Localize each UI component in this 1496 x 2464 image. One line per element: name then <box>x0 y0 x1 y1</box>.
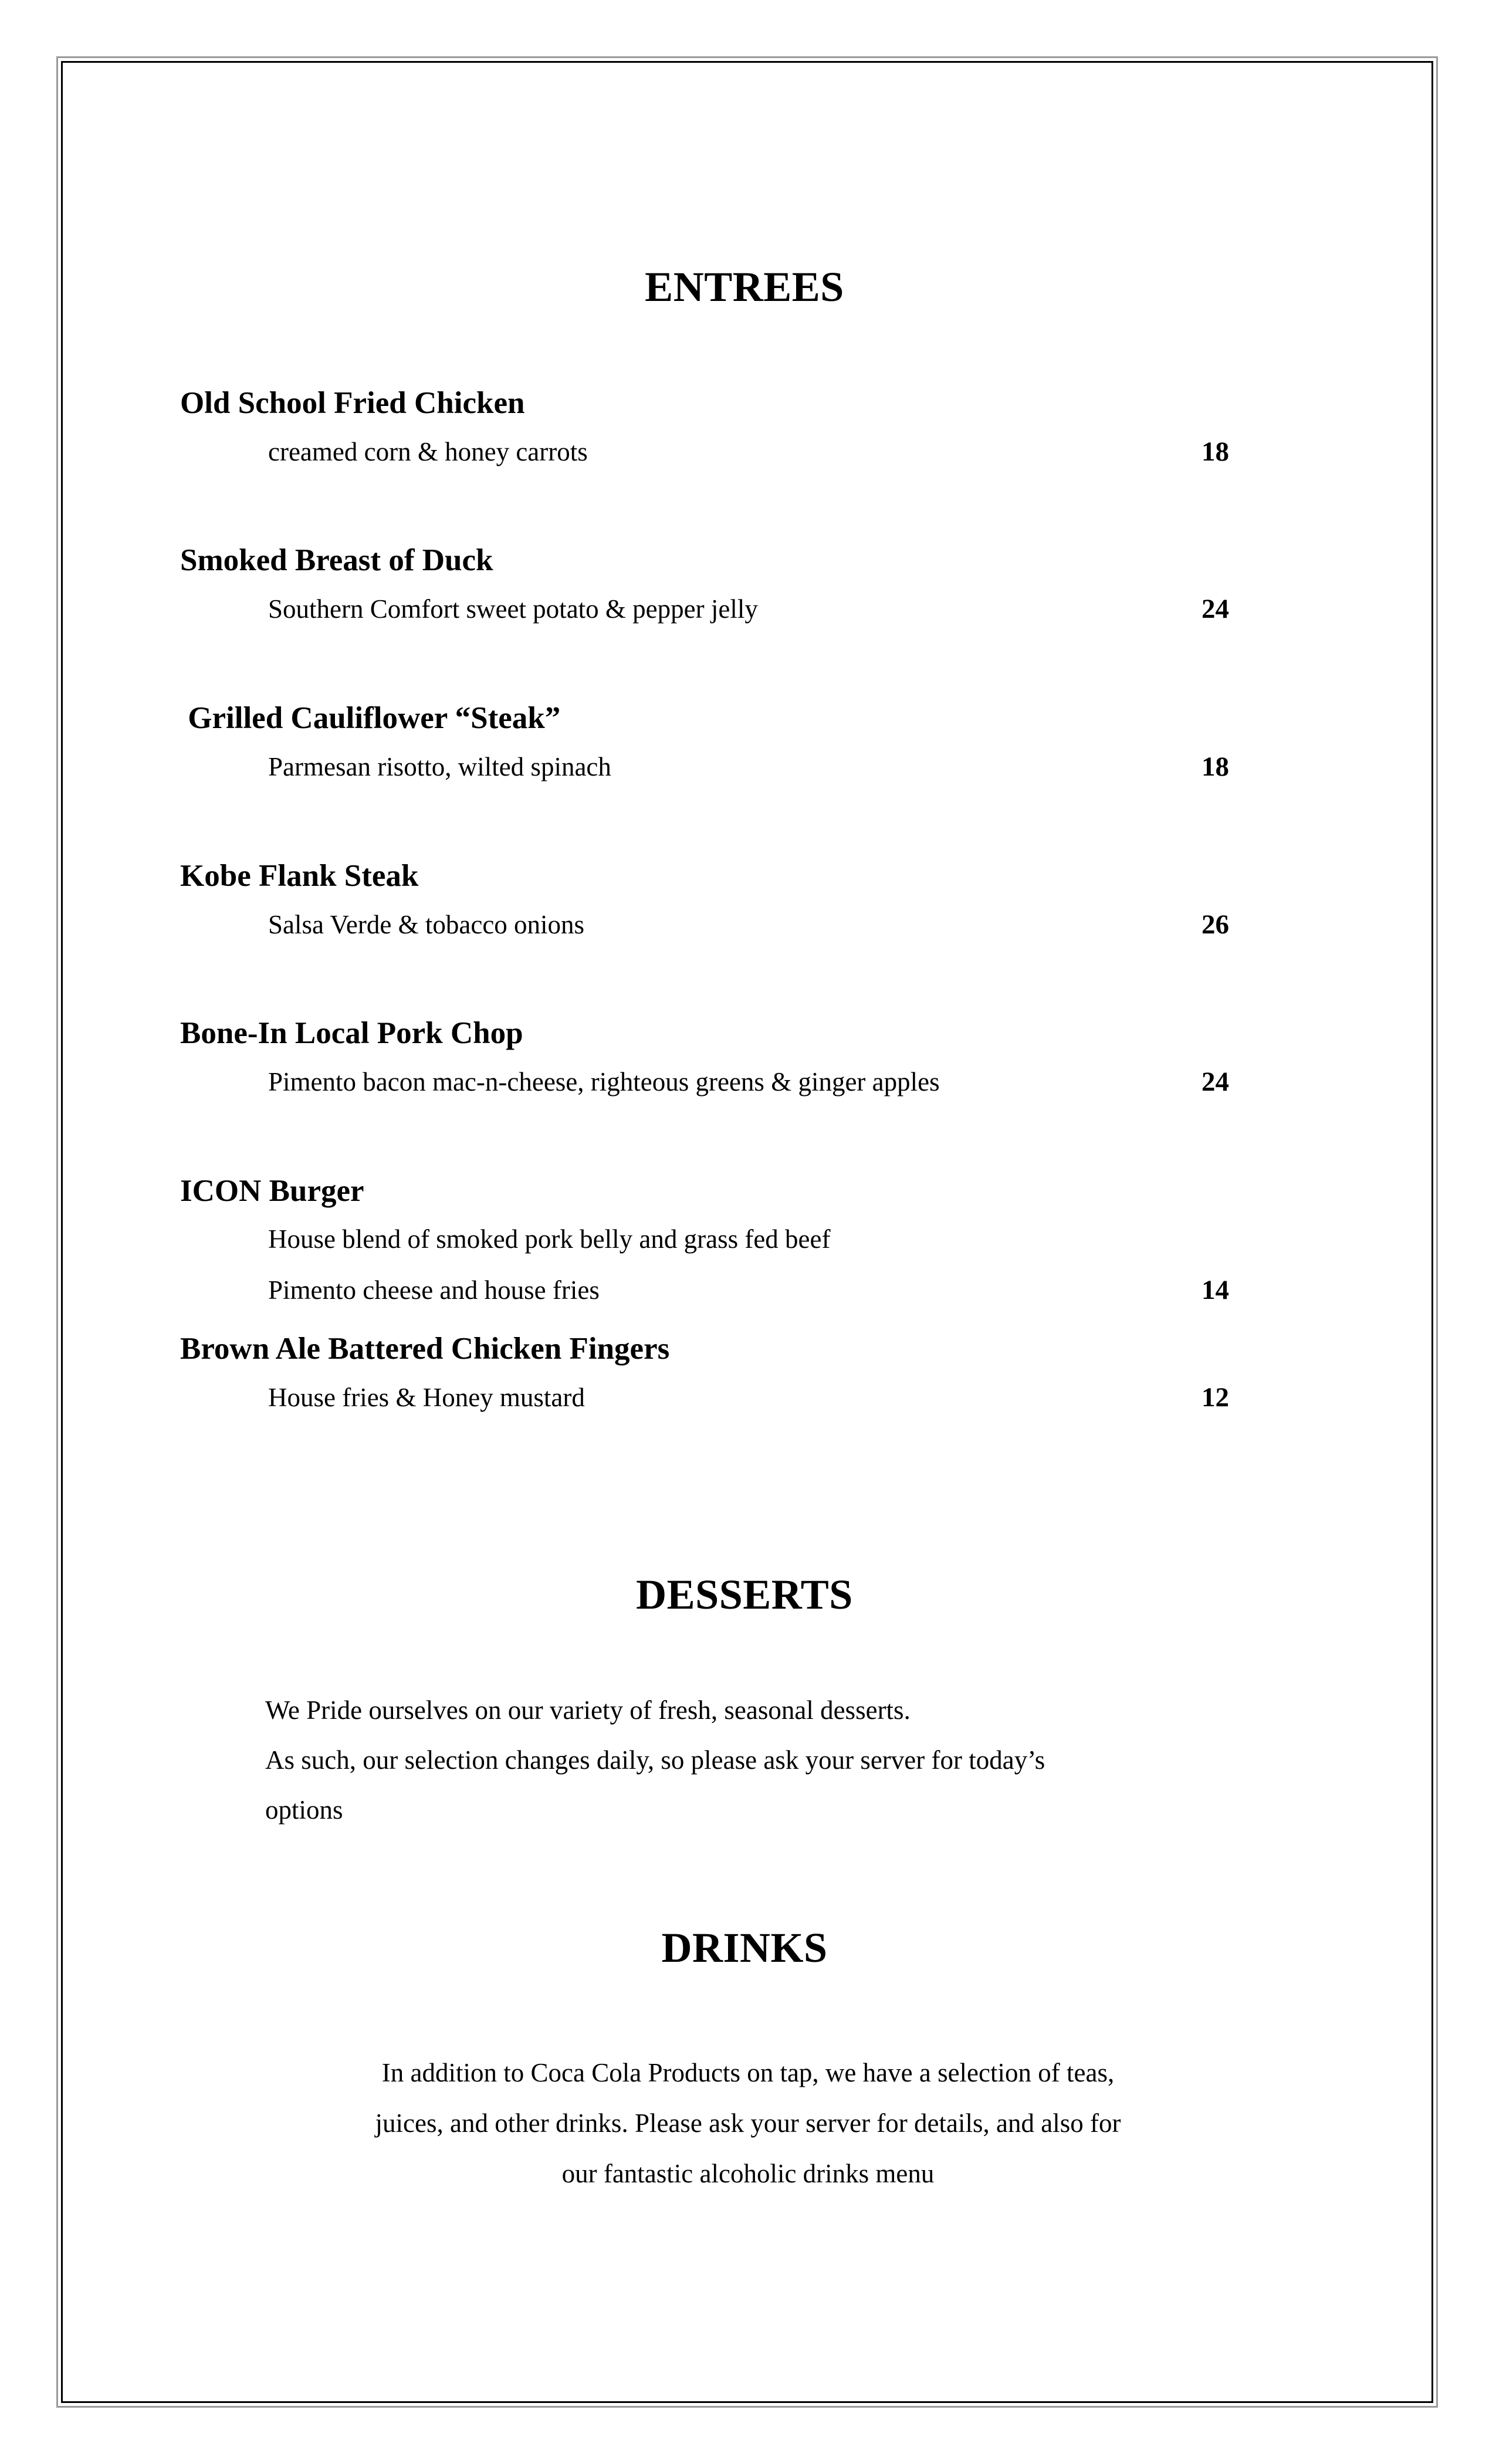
menu-item-price: 24 <box>1201 594 1229 624</box>
menu-item-name: Bone-In Local Pork Chop <box>180 1016 523 1050</box>
desserts-description <box>265 1685 1180 1835</box>
drinks-description-line: In addition to Coca Cola Products on tap, we have a selection of teas, <box>381 2058 1115 2087</box>
section-title-desserts: DESSERTS <box>636 1571 853 1618</box>
menu-item-price: 12 <box>1201 1382 1229 1413</box>
menu-item-description-row <box>268 438 1229 466</box>
menu-item-description: Pimento bacon mac-n-cheese, righteous greens & ginger apples <box>268 1067 940 1096</box>
menu-item <box>180 701 1229 782</box>
menu-item-name: Old School Fried Chicken <box>180 386 525 420</box>
desserts-description-line: As such, our selection changes daily, so please ask your server for today’s <box>265 1745 1045 1775</box>
menu-item-description: Southern Comfort sweet potato & pepper jelly <box>268 594 758 624</box>
menu-item-name: Grilled Cauliflower “Steak” <box>180 701 561 735</box>
menu-item-description: Parmesan risotto, wilted spinach <box>268 752 611 781</box>
menu-item <box>180 1016 1229 1097</box>
menu-item-description-row <box>268 1383 1229 1412</box>
section-title-entrees: ENTREES <box>645 263 844 310</box>
drinks-description-line: juices, and other drinks. Please ask your server for details, and also for <box>375 2108 1121 2138</box>
menu-item <box>180 386 1229 467</box>
menu-item-name: ICON Burger <box>180 1174 364 1208</box>
menu-item-description: Pimento cheese and house fries <box>268 1275 600 1305</box>
menu-item-price: 24 <box>1201 1067 1229 1097</box>
menu-item-price: 18 <box>1201 752 1229 782</box>
menu-item-description: House fries & Honey mustard <box>268 1383 585 1412</box>
menu-item <box>180 543 1229 624</box>
menu-item-name: Smoked Breast of Duck <box>180 543 493 577</box>
menu-item-name: Brown Ale Battered Chicken Fingers <box>180 1332 670 1366</box>
menu-item-description-row <box>268 753 1229 781</box>
desserts-description-line: options <box>265 1795 343 1825</box>
drinks-description <box>173 2047 1323 2199</box>
desserts-description-line: We Pride ourselves on our variety of fresh, seasonal desserts. <box>265 1695 911 1725</box>
menu-item-description: House blend of smoked pork belly and grass fed beef <box>268 1224 831 1254</box>
menu-item <box>180 859 1229 940</box>
menu-item-description: creamed corn & honey carrots <box>268 437 588 466</box>
menu-item-description-row <box>268 911 1229 939</box>
drinks-description-line: our fantastic alcoholic drinks menu <box>561 2159 935 2188</box>
menu-item <box>180 1332 1229 1413</box>
menu-item-description-row <box>268 1068 1229 1096</box>
menu-item-name: Kobe Flank Steak <box>180 859 419 893</box>
menu-item-description-row <box>268 1226 1229 1253</box>
menu-item-description-row <box>268 1276 1229 1305</box>
menu-item-description: Salsa Verde & tobacco onions <box>268 910 585 939</box>
section-title-drinks: DRINKS <box>661 1924 828 1971</box>
menu-item-price: 18 <box>1201 436 1229 467</box>
menu-item-price: 26 <box>1201 909 1229 940</box>
menu-item-description-row <box>268 595 1229 624</box>
menu-item-price: 14 <box>1201 1275 1229 1305</box>
menu-item <box>180 1174 1229 1305</box>
